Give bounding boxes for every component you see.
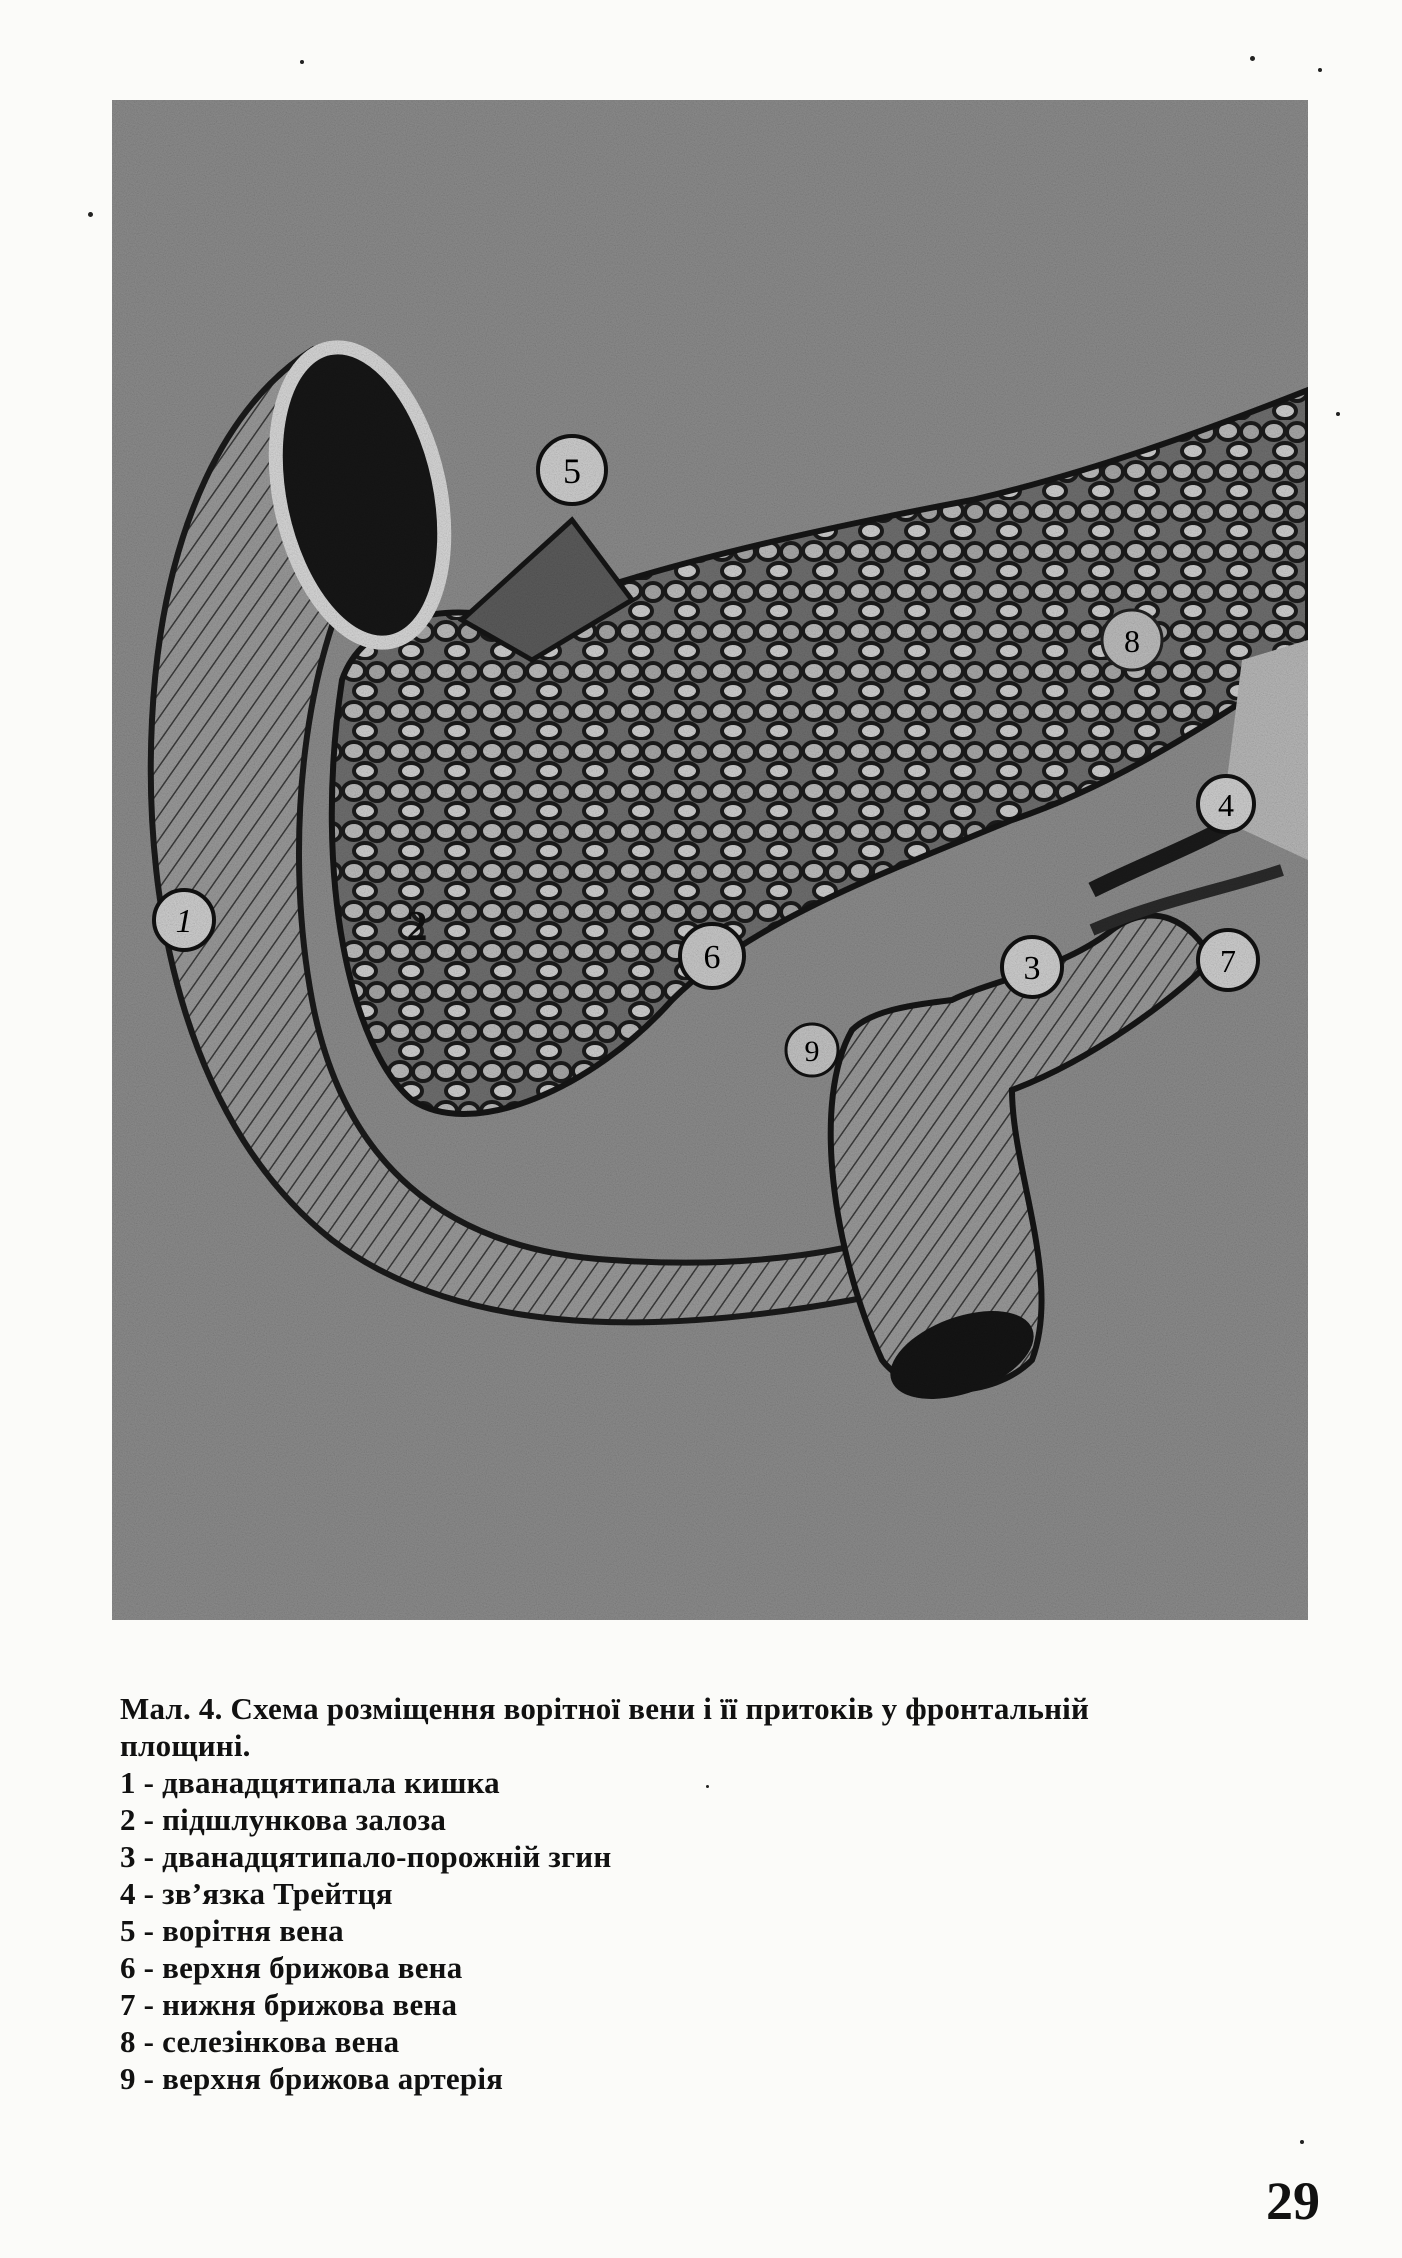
legend-item: 4 - зв’язка Трейтця — [120, 1876, 393, 1911]
legend-item: 6 - верхня брижова вена — [120, 1950, 463, 1985]
svg-text:4: 4 — [1218, 787, 1234, 823]
figure-caption — [120, 1690, 1240, 2097]
page-number: 29 — [1266, 2171, 1320, 2231]
print-speck — [1250, 56, 1255, 61]
svg-text:8: 8 — [1124, 623, 1140, 659]
print-speck — [300, 60, 304, 64]
caption-heading-line1: Мал. 4. Схема розміщення ворітної вени і її притоків у фронтальній — [120, 1691, 1090, 1726]
svg-text:7: 7 — [1220, 943, 1236, 979]
svg-text:6: 6 — [703, 939, 721, 976]
print-speck — [1336, 412, 1340, 416]
legend-item: 9 - верхня брижова артерія — [120, 2061, 504, 2096]
svg-text:2: 2 — [406, 904, 428, 950]
print-speck — [88, 212, 93, 217]
caption-heading-line2: площині. — [120, 1728, 251, 1763]
svg-text:9: 9 — [804, 1035, 820, 1068]
legend-item: 2 - підшлункова залоза — [120, 1802, 447, 1837]
legend-item: 1 - дванадцятипала кишка — [120, 1765, 500, 1800]
legend-item: 5 - ворітня вена — [120, 1913, 344, 1948]
legend-item: 3 - дванадцятипало-порожній згин — [120, 1839, 612, 1874]
legend-item: 8 - селезінкова вена — [120, 2024, 400, 2059]
svg-text:3: 3 — [1023, 950, 1041, 987]
svg-text:1: 1 — [175, 903, 193, 940]
svg-text:5: 5 — [563, 451, 581, 491]
print-speck — [1300, 2140, 1304, 2144]
print-speck — [1318, 68, 1322, 72]
anatomical-illustration — [112, 100, 1308, 1620]
legend-item: 7 - нижня брижова вена — [120, 1987, 458, 2022]
